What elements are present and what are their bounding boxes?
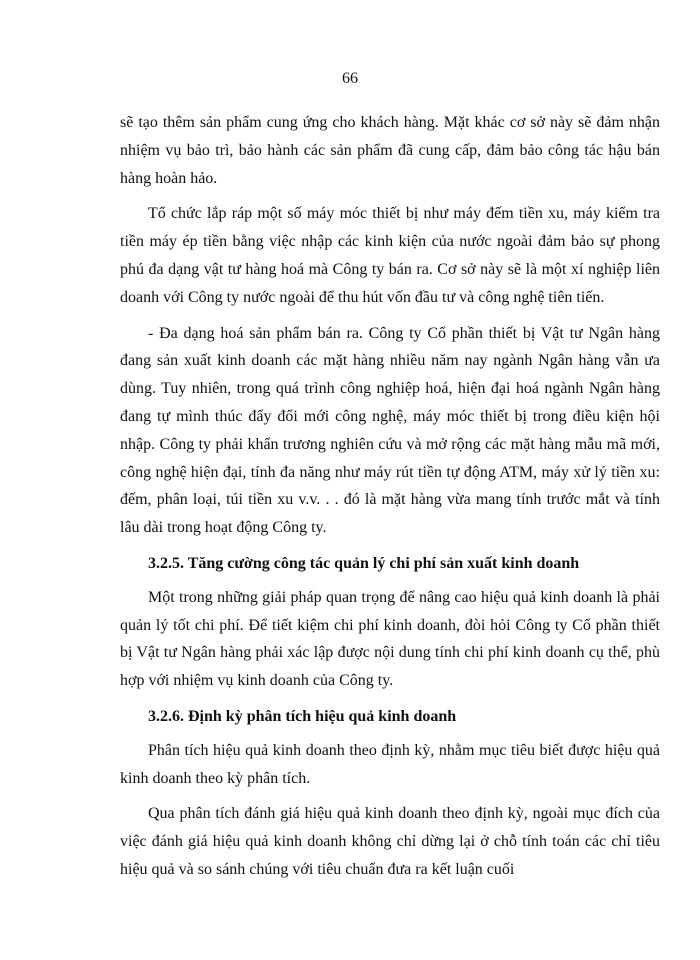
paragraph-assembly: Tổ chức lắp ráp một số máy móc thiết bị như máy đếm tiền xu, máy kiểm tra tiền máy ép tiền bằng việc nhập các kinh kiện của nước ngoài đảm bảo sự phong phú đa dạng vật tư hàng hoá mà Công ty bán ra. Cơ sở này sẽ là một xí nghiệp liên doanh với Công ty nước ngoài để thu hút vốn đầu tư và công nghệ tiên tiến. xyxy=(120,205,660,306)
section-heading-3-2-5: 3.2.5. Tăng cường công tác quản lý chi phí sản xuất kinh doanh xyxy=(148,554,580,572)
page-number: 66 xyxy=(342,70,358,87)
section-heading-3-2-6: 3.2.6. Định kỳ phân tích hiệu quả kinh doanh xyxy=(148,707,457,725)
document-body xyxy=(120,109,660,892)
paragraph-analysis-purpose: Qua phân tích đánh giá hiệu quả kinh doanh theo định kỳ, ngoài mục đích của việc đánh giá hiệu quả kinh doanh không chỉ dừng lại ở chỗ tính toán các chỉ tiêu hiệu quả và so sánh chúng với tiêu chuẩn đưa ra kết luận cuối xyxy=(120,805,660,878)
paragraph-product-diversification: - Đa dạng hoá sản phẩm bán ra. Công ty Cổ phần thiết bị Vật tư Ngân hàng đang sản xuất kinh doanh các mặt hàng nhiều năm nay ngành Ngân hàng vẫn ưa dùng. Tuy nhiên, trong quá trình công nghiệp hoá, hiện đại hoá ngành Ngân hàng đang tự mình thúc đẩy đổi mới công nghệ, máy móc thiết bị trong điều kiện hội nhập. Công ty phải khẩn trương nghiên cứu và mở rộng các mặt hàng mẫu mã mới, công nghệ hiện đại, tính đa năng như máy rút tiền tự động ATM, máy xử lý tiền xu: đếm, phân loại, túi tiền xu v.v. . . đó là mặt hàng vừa mang tính trước mắt và tính lâu dài trong hoạt động Công ty. xyxy=(120,324,660,537)
paragraph-cost-management: Một trong những giải pháp quan trọng để nâng cao hiệu quả kinh doanh là phải quản lý tốt chi phí. Để tiết kiệm chi phí kinh doanh, đòi hỏi Công ty Cổ phần thiết bị Vật tư Ngân hàng phải xác lập được nội dung tính chi phí kinh doanh cụ thể, phù hợp với nhiệm vụ kinh doanh của Công ty. xyxy=(120,588,660,690)
paragraph-periodic-analysis: Phân tích hiệu quả kinh doanh theo định kỳ, nhằm mục tiêu biết được hiệu quả kinh doanh theo kỳ phân tích. xyxy=(120,741,660,787)
paragraph-continuation: sẽ tạo thêm sản phẩm cung ứng cho khách hàng. Mặt khác cơ sở này sẽ đảm nhận nhiệm vụ bảo trì, bảo hành các sản phẩm đã cung cấp, đảm bảo công tác hậu bán hàng hoàn hảo. xyxy=(120,114,660,187)
